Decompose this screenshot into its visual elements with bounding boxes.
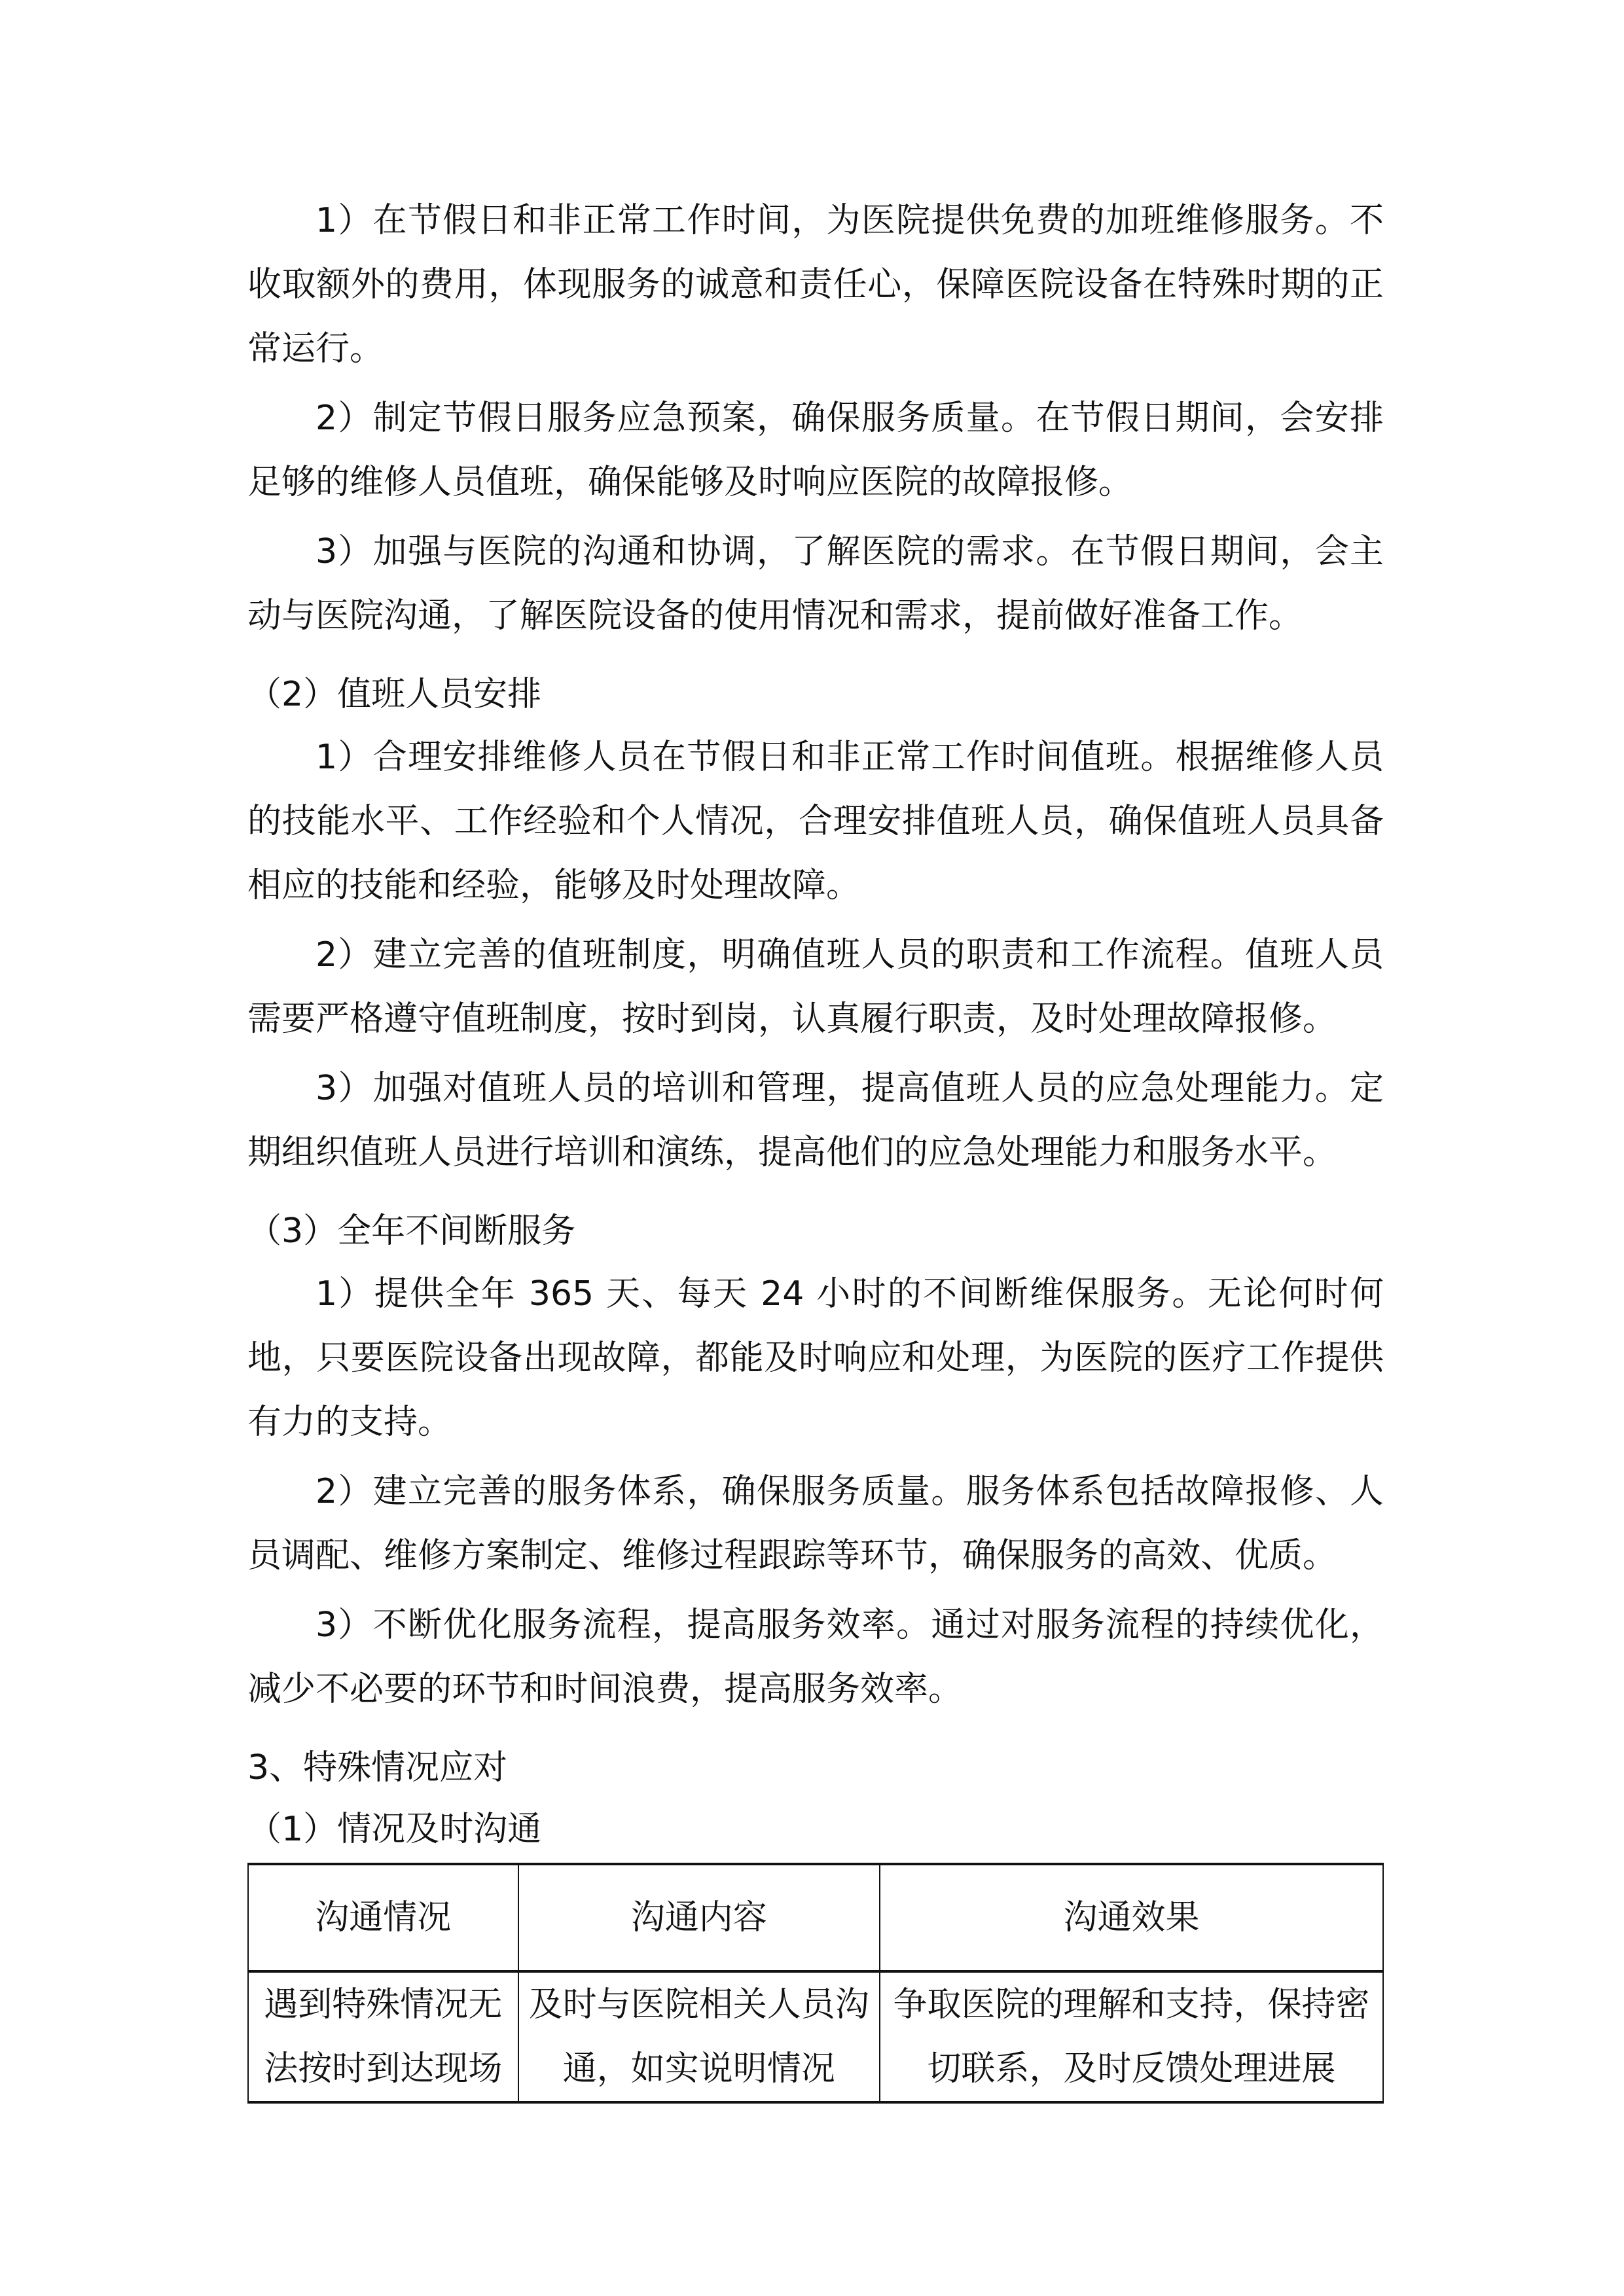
paragraph: 1）在节假日和非正常工作时间，为医院提供免费的加班维修服务。不收取额外的费用，体现服务的诚意和责任心，保障医院设备在特殊时期的正常运行。 xyxy=(247,201,1384,368)
paragraph: 3）加强对值班人员的培训和管理，提高值班人员的应急处理能力。定期组织值班人员进行培训和演练，提高他们的应急处理能力和服务水平。 xyxy=(247,1069,1384,1172)
paragraph: 2）建立完善的服务体系，确保服务质量。服务体系包括故障报修、人员调配、维修方案制定、维修过程跟踪等环节，确保服务的高效、优质。 xyxy=(247,1472,1384,1575)
table-header-row xyxy=(248,1864,1383,1971)
paragraph: 2）建立完善的值班制度，明确值班人员的职责和工作流程。值班人员需要严格遵守值班制度，按时到岗，认真履行职责，及时处理故障报修。 xyxy=(247,935,1384,1039)
paragraph: 2）制定节假日服务应急预案，确保服务质量。在节假日期间，会安排足够的维修人员值班，确保能够及时响应医院的故障报修。 xyxy=(247,399,1384,502)
paragraph: 3）不断优化服务流程，提高服务效率。通过对服务流程的持续优化，减少不必要的环节和时间浪费，提高服务效率。 xyxy=(247,1605,1384,1709)
paragraph: 1）提供全年 365 天、每天 24 小时的不间断维保服务。无论何时何地，只要医院设备出现故障，都能及时响应和处理，为医院的医疗工作提供有力的支持。 xyxy=(247,1274,1384,1442)
table-row xyxy=(248,1971,1383,2102)
paragraph: 3）加强与医院的沟通和协调，了解医院的需求。在节假日期间，会主动与医院沟通，了解医院设备的使用情况和需求，提前做好准备工作。 xyxy=(247,532,1384,636)
section-heading: （3）全年不间断服务 xyxy=(247,1211,576,1251)
section-heading: （2）值班人员安排 xyxy=(247,675,542,714)
subsection-heading: （1）情况及时沟通 xyxy=(247,1810,542,1849)
table-header-cell: 沟通情况 xyxy=(248,1864,518,1971)
communication-table xyxy=(247,1863,1384,2104)
section-heading: 3、特殊情况应对 xyxy=(247,1748,508,1787)
paragraph: 1）合理安排维修人员在节假日和非正常工作时间值班。根据维修人员的技能水平、工作经验和个人情况，合理安排值班人员，确保值班人员具备相应的技能和经验，能够及时处理故障。 xyxy=(247,738,1384,905)
table-cell: 争取医院的理解和支持，保持密切联系，及时反馈处理进展 xyxy=(880,1971,1383,2102)
table-cell: 及时与医院相关人员沟通，如实说明情况 xyxy=(518,1971,880,2102)
document-body xyxy=(247,188,1384,2104)
table-header-cell: 沟通内容 xyxy=(518,1864,880,1971)
table-header-cell: 沟通效果 xyxy=(880,1864,1383,1971)
table-cell: 遇到特殊情况无法按时到达现场 xyxy=(248,1971,518,2102)
